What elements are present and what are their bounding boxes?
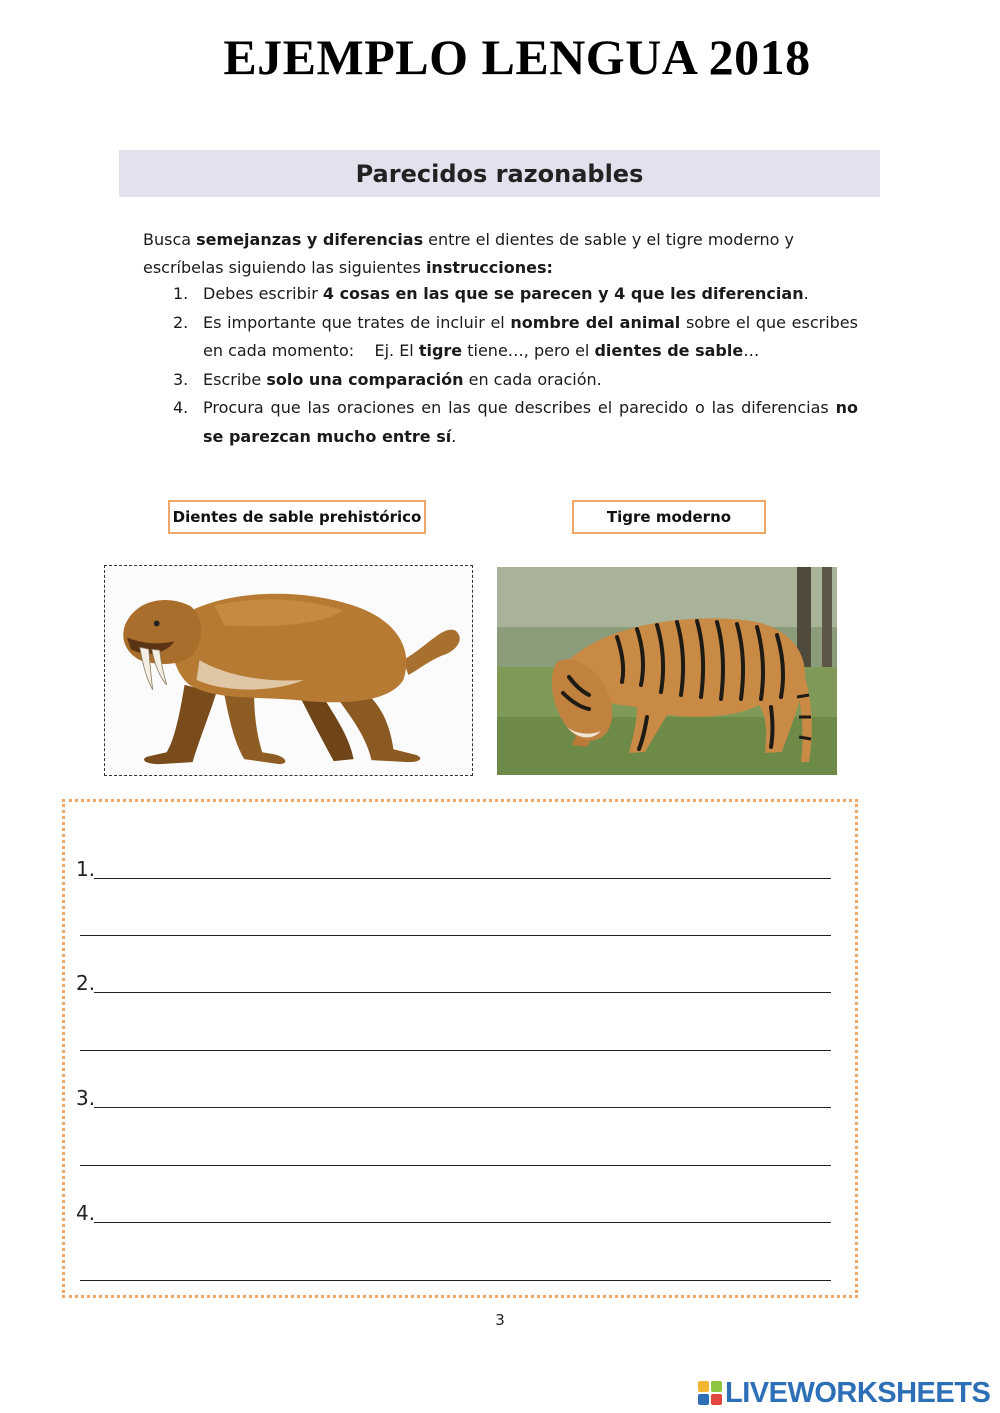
- answer-line-2[interactable]: [76, 963, 831, 995]
- instruction-bold: no se parezcan mucho entre sí: [203, 398, 858, 446]
- answer-line-3b[interactable]: [80, 1136, 831, 1166]
- answer-input-line[interactable]: [94, 878, 831, 879]
- instruction-text: Escribe: [203, 369, 267, 389]
- answer-line-4[interactable]: [76, 1193, 831, 1225]
- instruction-number: 2.: [173, 312, 189, 332]
- intro-text-1: Busca: [143, 230, 197, 249]
- answer-input-line[interactable]: [80, 935, 831, 936]
- instruction-item: [170, 394, 858, 451]
- intro-bold-1: semejanzas y diferencias: [196, 230, 424, 249]
- page-number: 3: [495, 1311, 505, 1329]
- answer-input-line[interactable]: [94, 1107, 831, 1108]
- intro-text-2: entre el dientes de sable y el tigre moderno y escríbelas siguiendo las siguientes: [143, 230, 794, 277]
- intro-paragraph: [143, 226, 858, 282]
- answer-line-2b[interactable]: [80, 1021, 831, 1051]
- instruction-text: sobre el que escribes en cada momento: Ej. El: [203, 312, 864, 360]
- sabre-tooth-label: Dientes de sable prehistórico: [168, 500, 426, 534]
- answer-number: 4.: [76, 1201, 96, 1225]
- answer-input-line[interactable]: [80, 1280, 831, 1281]
- instruction-text: Es importante que trates de incluir el: [203, 312, 511, 332]
- answer-number: 1.: [76, 857, 96, 881]
- answer-line-1b[interactable]: [80, 906, 831, 936]
- answer-line-4b[interactable]: [80, 1251, 831, 1281]
- page-title: EJEMPLO LENGUA 2018: [223, 29, 811, 85]
- instruction-bold: tigre: [418, 341, 463, 360]
- answer-number: 3.: [76, 1086, 96, 1110]
- instruction-item: [170, 366, 858, 395]
- section-banner: [119, 150, 880, 197]
- answer-input-line[interactable]: [80, 1165, 831, 1166]
- instruction-text: tiene…, pero el: [462, 341, 595, 360]
- instruction-text: .: [803, 284, 809, 303]
- instruction-text: Debes escribir: [203, 284, 323, 303]
- instruction-text: .: [451, 426, 457, 446]
- instructions-list: [170, 280, 864, 451]
- tiger-label: Tigre moderno: [572, 500, 766, 534]
- instruction-bold: dientes de sable: [594, 341, 744, 360]
- answer-input-line[interactable]: [94, 992, 831, 993]
- brand-name: LIVEWORKSHEETS: [725, 1376, 991, 1409]
- instruction-bold: nombre del animal: [510, 312, 681, 332]
- liveworksheets-brand[interactable]: [697, 1377, 990, 1409]
- instruction-bold: 4 cosas en las que se parecen y 4 que les diferencian: [322, 284, 804, 303]
- instruction-number: 3.: [173, 369, 189, 389]
- instruction-text: en cada oración.: [463, 369, 602, 389]
- answer-input-line[interactable]: [94, 1222, 831, 1223]
- instruction-number: 4.: [173, 398, 189, 417]
- instruction-text: …: [743, 341, 760, 360]
- instruction-bold: solo una comparación: [266, 369, 464, 389]
- section-title: Parecidos razonables: [355, 159, 644, 188]
- answer-line-3[interactable]: [76, 1078, 831, 1110]
- instruction-text: Procura que las oraciones en las que describes el parecido o las diferencias: [203, 398, 836, 417]
- liveworksheets-logo-icon: [697, 1380, 723, 1406]
- tiger-image: [497, 567, 837, 775]
- instruction-item: [170, 309, 864, 366]
- answer-input-line[interactable]: [80, 1050, 831, 1051]
- answer-line-1[interactable]: [76, 849, 831, 881]
- instruction-number: 1.: [173, 284, 189, 303]
- instruction-item: [170, 280, 858, 309]
- answer-number: 2.: [76, 971, 96, 995]
- sabre-tooth-image: [104, 565, 473, 776]
- intro-bold-2: instrucciones:: [425, 258, 553, 277]
